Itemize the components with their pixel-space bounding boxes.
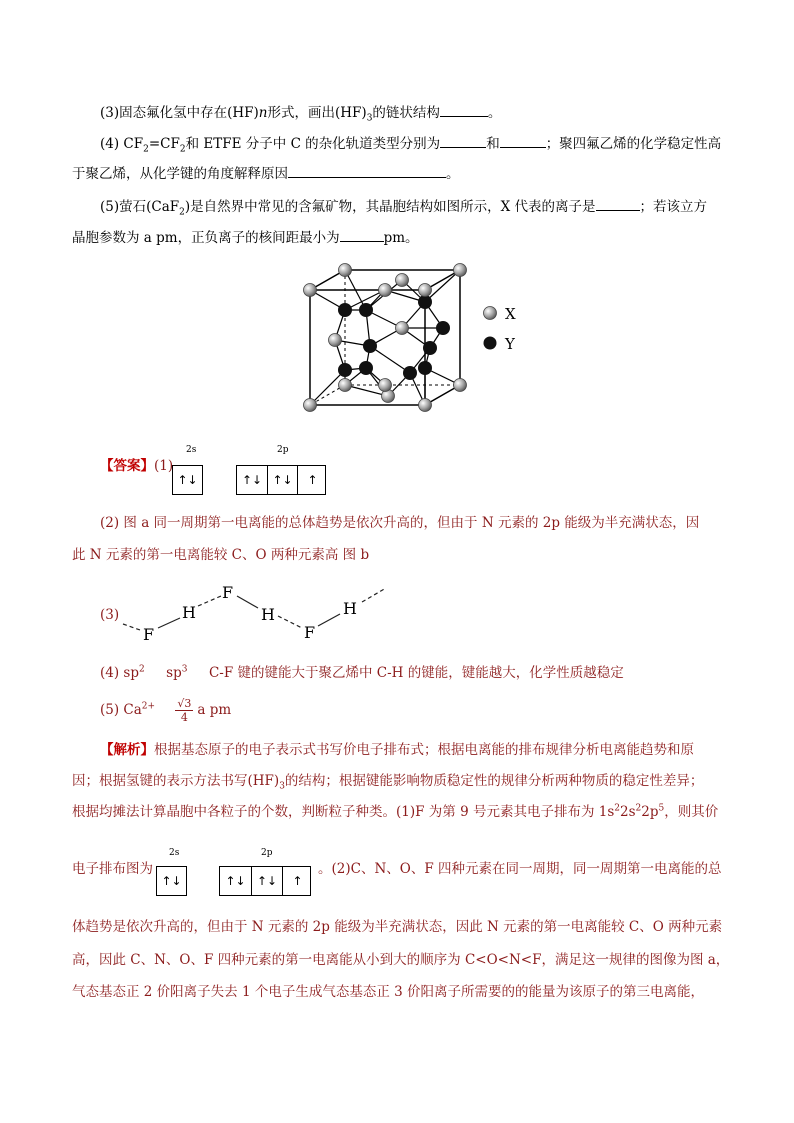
orbital-2p-label: 2p <box>277 445 289 455</box>
question-3: (3)固态氟化氢中存在(HF)n形式，画出$(HF)_3$的链状结构 。 <box>100 105 502 124</box>
fraction-sqrt3-over-4: $\frac{√3}{4}$ <box>177 697 192 724</box>
orbital-box-2s-analysis: ↑↓ <box>156 866 187 896</box>
hf-chain-structure <box>118 580 398 650</box>
question-5-line-1: (5)萤石(CaF$_2$)是自然界中常见的含氟矿物，其晶胞结构如图所示，X 代表的离子是 ；若该立方 <box>100 199 708 218</box>
answer-blank <box>440 104 488 117</box>
orbital-2p-label-2: 2p <box>261 848 273 858</box>
analysis-line-3: 根据均摊法计算晶胞中各粒子的个数，判断粒子种类。(1)F 为第 9 号元素其电子排布为 $1s^22s^22p^5$，则其价 <box>72 803 719 820</box>
orbital-2s-label: 2s <box>186 445 197 455</box>
answer-blank <box>596 198 640 211</box>
question-4-line-2: 于聚乙烯，从化学键的角度解释原因 。 <box>72 166 460 182</box>
analysis-line-2: 因；根据氢键的表示方法书写$(HF)_3$的结构；根据键能影响物质稳定性的规律分析两种物质的稳定性差异； <box>72 773 704 792</box>
orbital-box-2p-analysis: ↑↓ ↑↓ ↑ <box>219 866 311 896</box>
legend-y-label: Y <box>505 335 515 353</box>
legend-y-marker <box>484 337 497 350</box>
orbital-box-2s: ↑↓ <box>172 465 203 495</box>
orbital-2s-label-2: 2s <box>169 848 180 858</box>
chain-h-1: H <box>182 603 196 622</box>
answer-4: (4) $sp^2$ $sp^3$ C-F 键的键能大于聚乙烯中 C-H 的键能，键能越大，化学性质越稳定 <box>100 664 624 681</box>
answer-5: (5) $Ca^{2+}$ $\frac{√3}{4}$ a pm <box>100 697 232 724</box>
question-5-line-2: 晶胞参数为 a pm，正负离子的核间距最小为 pm。 <box>72 230 419 246</box>
orbital-box-2p: ↑↓ ↑↓ ↑ <box>236 465 326 495</box>
answer-blank <box>288 165 446 178</box>
answer-blank <box>440 135 486 148</box>
analysis-line-7: 气态基态正 2 价阳离子失去 1 个电子生成气态基态正 3 价阳离子所需要的的能量为该原子的第三电离能， <box>72 984 705 1000</box>
chain-f-3: F <box>304 623 316 642</box>
answer-blank <box>500 135 546 148</box>
analysis-line-4a: 电子排布图为 <box>72 861 153 877</box>
chain-f-1: F <box>143 625 155 644</box>
answer-2-line-1: (2) 图 a 同一周期第一电离能的总体趋势是依次升高的，但由于 N 元素的 2p 能级为半充满状态，因 <box>100 515 700 531</box>
analysis-line-6: 高，因此 C、N、O、F 四种元素的第一电离能从小到大的顺序为 C<O<N<F，满足这一规律的图像为图 a， <box>72 952 730 968</box>
answer-3-label: (3) <box>100 607 120 623</box>
chain-h-3: H <box>343 599 357 618</box>
analysis-line-5: 体趋势是依次升高的，但由于 N 元素的 2p 能级为半充满状态，因此 N 元素的第一电离能较 C、O 两种元素 <box>72 919 723 935</box>
fluorite-unit-cell-diagram <box>300 260 540 420</box>
answer-blank <box>340 229 384 242</box>
legend-x-marker <box>484 307 497 320</box>
legend-x-label: X <box>505 305 516 323</box>
question-4-line-1: (4) $CF_2=CF_2$和 ETFE 分子中 C 的杂化轨道类型分别为 和 ；聚四氟乙烯的化学稳定性高 <box>100 136 722 155</box>
analysis-line-4b: 。(2)C、N、O、F 四种元素在同一周期，同一周期第一电离能的总 <box>318 861 722 877</box>
chain-f-2: F <box>222 583 234 602</box>
analysis-line-1: 【解析】根据基态原子的电子表示式书写价电子排布式；根据电离能的排布规律分析电离能趋势和原 <box>100 742 694 758</box>
answer-2-line-2: 此 N 元素的第一电离能较 C、O 两种元素高 图 b <box>72 547 370 563</box>
answer-heading: 【答案】(1) <box>100 458 174 474</box>
chain-h-2: H <box>261 605 275 624</box>
